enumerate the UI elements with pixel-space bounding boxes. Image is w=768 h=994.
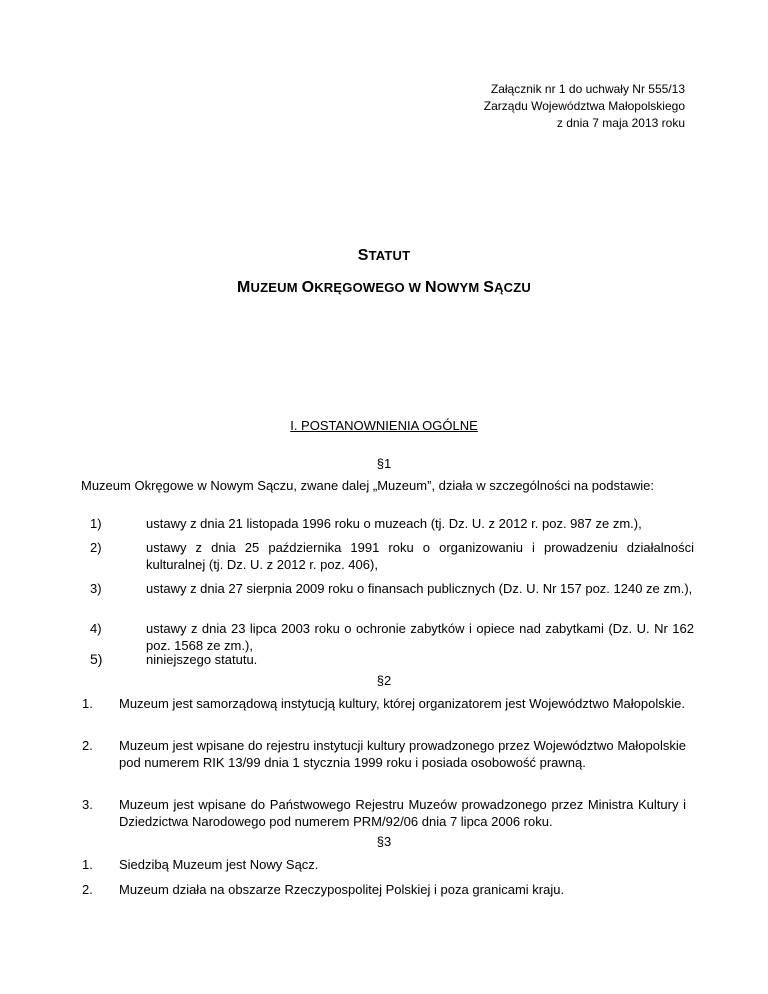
list-item: 3) ustawy z dnia 27 sierpnia 2009 roku o finansach publicznych (Dz. U. Nr 157 poz. 1240 ze zm.), bbox=[90, 581, 693, 596]
list-item: 2. Muzeum działa na obszarze Rzeczypospolitej Polskiej i poza granicami kraju. bbox=[82, 882, 565, 897]
header-line-1: Załącznik nr 1 do uchwały Nr 555/13 bbox=[490, 82, 685, 96]
paragraph-sign-2: §2 bbox=[376, 673, 392, 688]
header-line-2: Zarządu Województwa Małopolskiego bbox=[483, 99, 685, 113]
section-heading: I. POSTANOWNIENIA OGÓLNE bbox=[290, 418, 478, 433]
museum-name-title: MUZEUM OKRĘGOWEGO W NOWYM SĄCZU bbox=[237, 279, 531, 296]
paragraph-sign-1: §1 bbox=[376, 456, 392, 471]
list-item: 4) ustawy z dnia 23 lipca 2003 roku o ochronie zabytków i opiece nad zabytkami (Dz. U. Nr 162 poz. 1568 ze zm.), bbox=[90, 621, 694, 653]
paragraph-sign-3: §3 bbox=[376, 834, 392, 849]
document-title: STATUT bbox=[357, 247, 411, 264]
attachment-header bbox=[484, 81, 685, 132]
list-item: 1) ustawy z dnia 21 listopada 1996 roku o muzeach (tj. Dz. U. z 2012 r. poz. 987 ze zm.), bbox=[90, 516, 642, 531]
list-item: 5) niniejszego statutu. bbox=[90, 651, 258, 667]
header-line-3: z dnia 7 maja 2013 roku bbox=[556, 116, 685, 130]
list-item: 3. Muzeum jest wpisane do Państwowego Rejestru Muzeów prowadzonego przez Ministra Kultury i Dziedzictwa Narodowego pod numerem PRM/92/06 dnia 7 lipca 2006 roku. bbox=[82, 797, 686, 829]
list-item: 1. Muzeum jest samorządową instytucją kultury, której organizatorem jest Województwo Małopolskie. bbox=[82, 696, 685, 711]
list-item: 1. Siedzibą Muzeum jest Nowy Sącz. bbox=[82, 857, 319, 872]
list-item: 2) ustawy z dnia 25 października 1991 roku o organizowaniu i prowadzeniu działalności kulturalnej (tj. Dz. U. z 2012 r. poz. 406), bbox=[90, 540, 694, 572]
list-item: 2. Muzeum jest wpisane do rejestru instytucji kultury prowadzonego przez Województwo Małopolskie pod numerem RIK 13/99 dnia 1 stycznia 1999 roku i posiada osobowość prawną. bbox=[82, 738, 686, 770]
paragraph-1-intro: Muzeum Okręgowe w Nowym Sączu, zwane dalej „Muzeum”, działa w szczególności na podstawie: bbox=[81, 478, 654, 493]
